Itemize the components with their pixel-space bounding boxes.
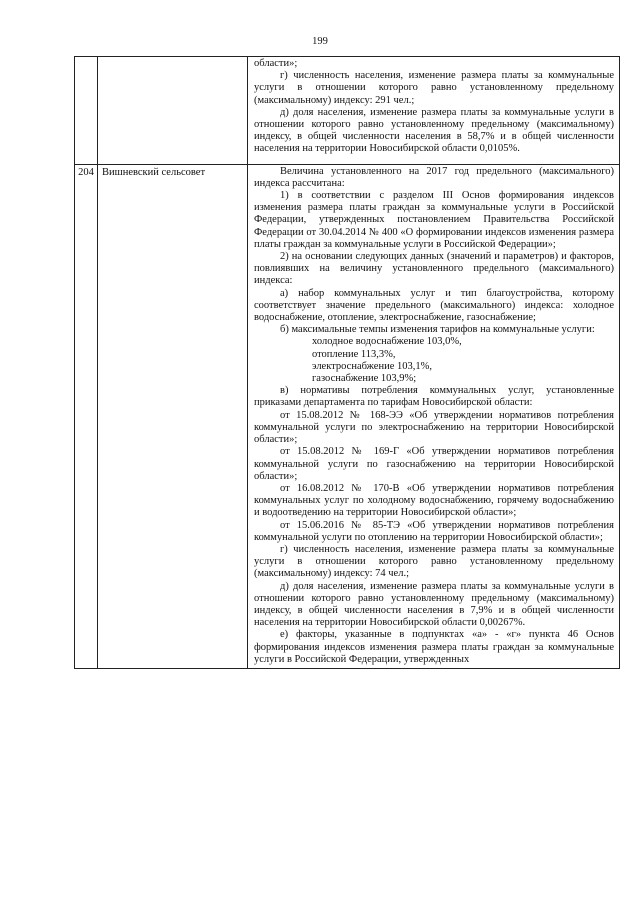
tariff-item: электроснабжение 103,1%,: [312, 360, 432, 372]
tariff-item: холодное водоснабжение 103,0%,: [312, 336, 462, 348]
page-number: 199: [312, 36, 328, 47]
paragraph: Величина установленного на 2017 год предельного (максимального) индекса рассчитана:: [254, 165, 614, 189]
paragraph: в) нормативы потребления коммунальных услуг, установленные приказами департамента по тарифам Новосибирской области:: [254, 385, 614, 409]
table-row: [75, 57, 620, 165]
paragraph: от 15.08.2012 № 169-Г «Об утверждении нормативов потребления коммунальной услуги по газоснабжению на территории Новосибирской области»;: [254, 446, 614, 482]
paragraph: д) доля населения, изменение размера платы за коммунальные услуги в отношении которого равно установленному предельному (максимальному) индексу, в общей численности населения в 7,9% и в общей численности населения на территории Новосибирской области 0,00267%.: [254, 580, 614, 629]
paragraph: б) максимальные темпы изменения тарифов на коммунальные услуги:: [280, 324, 595, 336]
row-number: [75, 57, 98, 165]
paragraph: 2) на основании следующих данных (значений и параметров) и факторов, повлиявших на величину установленного предельного (максимального) индекса:: [254, 251, 614, 287]
row-content: [248, 57, 620, 165]
paragraph: г) численность населения, изменение размера платы за коммунальные услуги в отношении которого равно установленному предельному (максимальному) индексу: 291 чел.;: [254, 70, 614, 106]
paragraph: от 15.08.2012 № 168-ЭЭ «Об утверждении нормативов потребления коммунальной услуги по электроснабжению на территории Новосибирской области»;: [254, 409, 614, 446]
row-content: [248, 164, 620, 668]
paragraph: д) доля населения, изменение размера платы за коммунальные услуги в отношении которого равно установленному предельному (максимальному) индексу, в общей численности населения в 58,7% и в общей численности населения на территории Новосибирской области 0,0105%.: [254, 106, 614, 155]
paragraph: 1) в соответствии с разделом III Основ формирования индексов изменения размера платы граждан за коммунальные услуги в Российской Федерации, утвержденных постановлением Правительства Российской Федерации от 30.04.2014 № 400 «О формировании индексов изменения размера платы граждан за коммунальные услуги в Российской Федерации»;: [254, 190, 614, 250]
tariff-list: [254, 336, 614, 385]
table-row: [75, 164, 620, 668]
paragraph: области»;: [254, 58, 298, 69]
paragraph: е) факторы, указанные в подпунктах «а» - «г» пункта 46 Основ формирования индексов изменения размера платы граждан за коммунальные услуги в Российской Федерации, утвержденных: [254, 629, 614, 665]
paragraph: г) численность населения, изменение размера платы за коммунальные услуги в отношении которого равно установленному предельному (максимальному) индексу: 74 чел.;: [254, 543, 614, 580]
municipality-name: Вишневский сельсовет: [98, 164, 248, 668]
paragraph: а) набор коммунальных услуг и тип благоустройства, которому соответствует значение предельного (максимального) индекса: холодное водоснабжение, отопление, электроснабжение, газоснабжение;: [254, 287, 614, 324]
paragraph: от 16.08.2012 № 170-В «Об утверждении нормативов потребления коммунальных услуг по холодному водоснабжению, горячему водоснабжению и водоотведению на территории Новосибирской области»;: [254, 482, 614, 519]
row-number: 204: [75, 164, 98, 668]
tariff-item: газоснабжение 103,9%;: [312, 373, 417, 385]
tariff-item: отопление 113,3%,: [312, 348, 396, 360]
paragraph: от 15.06.2016 № 85-ТЭ «Об утверждении нормативов потребления коммунальной услуги по отоплению на территории Новосибирской области»;: [254, 519, 614, 543]
municipality-name: [98, 57, 248, 165]
municipality-table: [74, 56, 620, 669]
